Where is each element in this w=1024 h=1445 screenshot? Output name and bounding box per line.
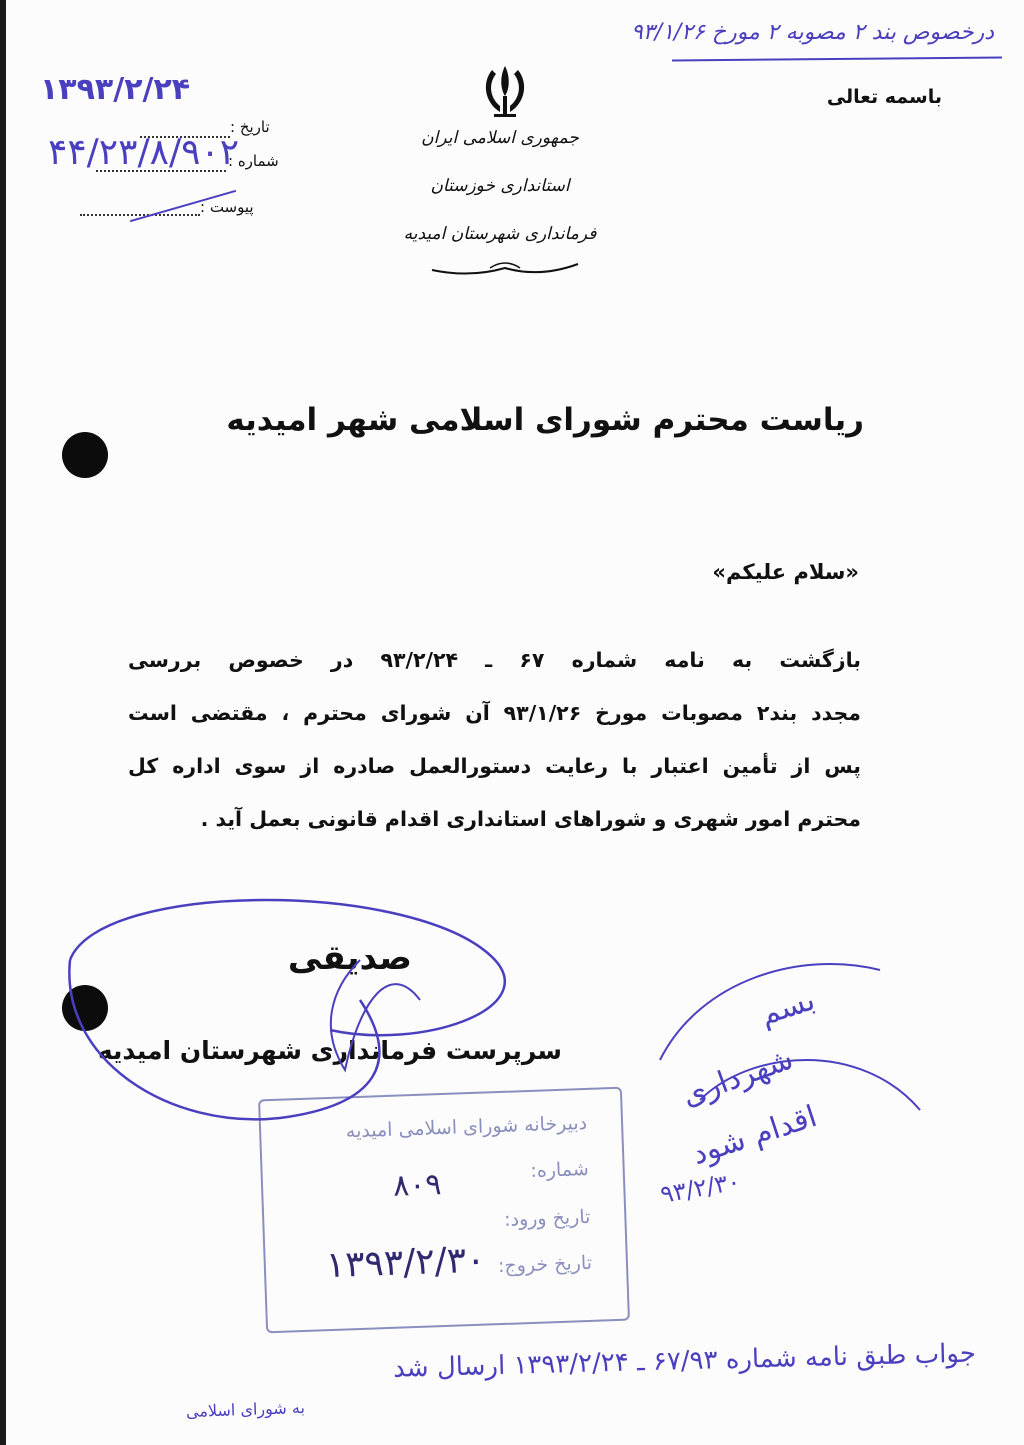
date-label: تاریخ : [230,118,270,136]
stamp-number-label: شماره: [530,1157,590,1182]
stamp-date-value: ۱۳۹۳/۲/۳۰ [325,1239,487,1287]
handwritten-top-note: درخصوص بند ۲ مصوبه ۲ مورخ ۹۳/۱/۲۶ [630,20,994,45]
letterhead-line-2: استانداری خوزستان [430,176,570,196]
punch-hole-top [62,432,108,478]
bottom-handwritten-subnote: به شورای اسلامی [185,1397,306,1422]
top-note-underline [672,57,1002,62]
stamp-entry-date-label: تاریخ ورود: [503,1205,591,1231]
annotation-line-2: شهرداری [677,1041,798,1114]
stamp-header: دبیرخانه شورای اسلامی امیدیه [345,1111,588,1143]
annotation-line-3: اقدام شود [687,1098,822,1173]
letterhead-line-1: جمهوری اسلامی ایران [421,128,579,148]
signatory-title: سرپرست فرمانداری شهرستان امیدیه [97,1036,562,1065]
annotation-date: ۹۳/۲/۳۰ [658,1167,743,1209]
iran-emblem-icon [470,62,540,122]
body-line-3: پس از تأمین اعتبار با رعایت دستورالعمل صادره از سوی اداره کل [128,754,861,778]
flourish-ornament-icon [430,258,580,278]
secretariat-stamp [258,1087,630,1334]
body-line-4: محترم امور شهری و شوراهای استانداری اقدام قانونی بعمل آید . [200,807,861,831]
stamp-exit-date-label: تاریخ خروج: [497,1251,593,1278]
annotation-line-1: بسم [755,982,820,1033]
body-line-2: مجدد بند۲ مصوبات مورخ ۹۳/۱/۲۶ آن شورای محترم ، مقتضی است [128,701,861,725]
attachment-label: پیوست : [200,198,254,216]
recipient-heading: ریاست محترم شورای اسلامی شهر امیدیه [226,402,864,438]
stamp-number-value: ۸۰۹ [392,1167,443,1204]
handwritten-number: ۴۴/۲۳/۸/۹۰۲ [48,132,240,173]
handwritten-date: ۱۳۹۳/۲/۲۴ [40,72,191,107]
letterhead-line-3: فرمانداری شهرستان امیدیه [403,224,597,244]
bottom-handwritten-note: جواب طبق نامه شماره ۶۷/۹۳ ـ ۱۳۹۳/۲/۲۴ ارسال شد [392,1338,977,1384]
scan-edge [0,0,6,1445]
number-label: شماره : [228,152,279,170]
body-line-1: بازگشت به نامه شماره ۶۷ ـ ۹۳/۲/۲۴ در خصوص بررسی [128,648,862,672]
bismillah: باسمه تعالی [826,86,942,108]
attachment-dotted-line [80,214,200,216]
greeting: «سلام علیکم» [712,560,859,584]
letter-body [128,634,861,846]
signatory-name: صدیقی [287,938,412,978]
punch-hole-bottom [62,985,108,1031]
